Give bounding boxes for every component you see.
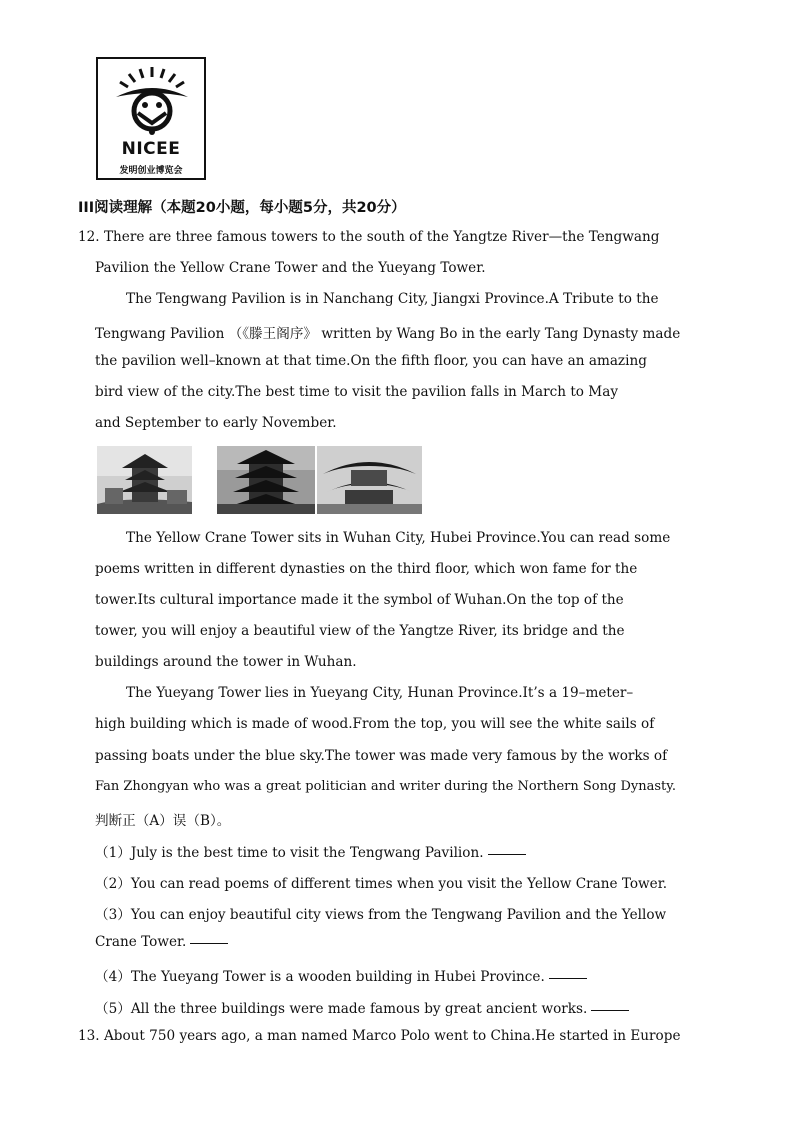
q12-statement-5 (95, 997, 629, 1017)
q12-p3-line-1: The Yueyang Tower lies in Yueyang City, Hunan Province.It’s a 19–meter– (126, 685, 634, 701)
nicee-emblem-icon (112, 65, 192, 139)
q13-line-1: 13. About 750 years ago, a man named Marco Polo went to China.He started in Europe (78, 1028, 681, 1044)
q12-statement-3-line-2 (95, 934, 228, 950)
q12-p2-line-3: tower.Its cultural importance made it the symbol of Wuhan.On the top of the (95, 592, 624, 608)
q12-instruction: 判断正（A）误（B）。 (95, 813, 231, 829)
q12-statement-1 (95, 841, 526, 861)
q12-p1-line-4: bird view of the city.The best time to visit the pavilion falls in March to May (95, 384, 619, 400)
q12-statement-2: （2）You can read poems of different times when you visit the Yellow Crane Tower. (95, 876, 668, 892)
q12-p3-line-4: Fan Zhongyan who was a great politician and writer during the Northern Song Dynasty. (95, 779, 676, 794)
q12-statement-4-text: （4）The Yueyang Tower is a wooden building in Hubei Province. (95, 969, 545, 985)
q12-intro-line-2: Pavilion the Yellow Crane Tower and the Yueyang Tower. (95, 260, 486, 276)
logo-brand-text: NICEE (121, 139, 181, 159)
photo-yellow-crane-tower (217, 446, 315, 514)
photo-yueyang-tower (317, 446, 422, 514)
photo-tengwang-pavilion (97, 446, 192, 514)
answer-blank-4[interactable] (549, 977, 587, 979)
logo-subtitle-text: 发明创业博览会 (119, 166, 183, 176)
nicee-logo (96, 57, 206, 180)
q12-statement-5-text: （5）All the three buildings were made famous by great ancient works. (95, 1001, 588, 1017)
section-title: III阅读理解（本题20小题，每小题5分，共20分） (78, 200, 406, 216)
q12-p2-line-1: The Yellow Crane Tower sits in Wuhan City, Hubei Province.You can read some (126, 530, 671, 546)
q12-number: 12. (78, 229, 100, 245)
q12-p1-line-3: the pavilion well–known at that time.On the fifth floor, you can have an amazing (95, 353, 647, 369)
q12-statement-3-line-1: （3）You can enjoy beautiful city views from the Tengwang Pavilion and the Yellow (95, 907, 667, 923)
q12-p1-line-5: and September to early November. (95, 415, 337, 431)
q12-statement-4 (95, 965, 587, 985)
answer-blank-3[interactable] (190, 942, 228, 944)
q12-p1-line-1: The Tengwang Pavilion is in Nanchang City, Jiangxi Province.A Tribute to the (126, 291, 659, 307)
q12-p2-line-4: tower, you will enjoy a beautiful view of the Yangtze River, its bridge and the (95, 623, 625, 639)
q12-p1-line-2: Tengwang Pavilion （《滕王阁序》 written by Wang Bo in the early Tang Dynasty made (95, 326, 681, 342)
q12-p3-line-2: high building which is made of wood.From the top, you will see the white sails of (95, 716, 655, 732)
q12-intro-line-1 (78, 229, 659, 245)
q12-p2-line-5: buildings around the tower in Wuhan. (95, 654, 357, 670)
answer-blank-1[interactable] (488, 853, 526, 855)
q12-p3-line-3: passing boats under the blue sky.The tower was made very famous by the works of (95, 748, 668, 764)
q12-statement-1-text: （1）July is the best time to visit the Tengwang Pavilion. (95, 845, 484, 861)
q12-statement-3-text: Crane Tower. (95, 934, 187, 950)
q12-intro-text-1: There are three famous towers to the south of the Yangtze River—the Tengwang (103, 229, 660, 245)
q12-p2-line-2: poems written in different dynasties on the third floor, which won fame for the (95, 561, 638, 577)
answer-blank-5[interactable] (591, 1009, 629, 1011)
